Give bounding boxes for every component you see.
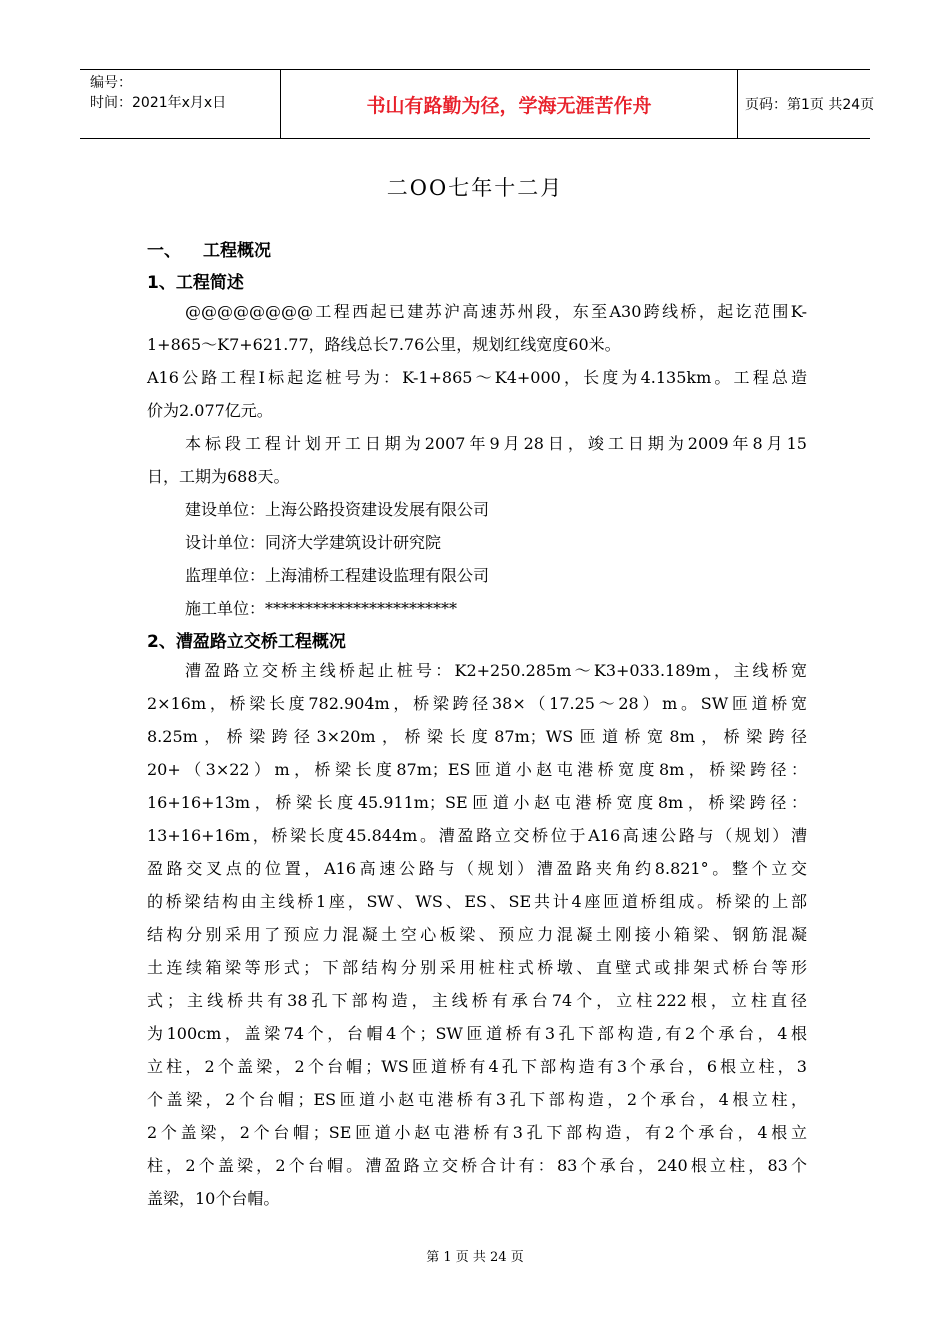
text-line: 结构分别采用了预应力混凝土空心板梁、预应力混凝土刚接小箱梁、钢筋混凝: [147, 925, 807, 944]
unit-line: 设计单位：同济大学建筑设计研究院: [185, 533, 442, 552]
section-number: 一、: [147, 241, 181, 261]
page-header: [80, 69, 875, 139]
text-line: 土连续箱梁等形式；下部结构分别采用桩柱式桥墩、直壁式或排架式桥台等形: [147, 958, 807, 977]
text-line: 本标段工程计划开工日期为2007年9月28日，竣工日期为2009年8月15: [185, 434, 807, 453]
unit-line: 建设单位：上海公路投资建设发展有限公司: [185, 500, 490, 519]
text-line: 的桥梁结构由主线桥1座，SW、WS、ES、SE共计4座匝道桥组成。桥梁的上部: [147, 892, 807, 911]
header-motto-cell: [280, 70, 738, 138]
text-line: 2×16m，桥梁长度782.904m，桥梁跨径38×（17.25～28）m。SW匝道桥宽: [147, 694, 807, 713]
motto-text: 书山有路勤为径，学海无涯苦作舟: [366, 94, 652, 117]
paragraph-bridge: [147, 654, 807, 1215]
text-line: 日，工期为688天。: [147, 467, 290, 486]
doc-number-label: 编号：: [90, 75, 132, 91]
text-line: 个盖梁，2个台帽；ES匝道小赵屯港桥有3孔下部构造，2个承台，4根立柱，: [147, 1090, 807, 1109]
unit-line: 施工单位：************************: [185, 599, 458, 618]
subsection-heading-1: 1、工程简述: [147, 273, 244, 293]
subsection-heading-2: 2、漕盈路立交桥工程概况: [147, 632, 346, 652]
section-heading: [147, 236, 271, 261]
text-line: 1+865～K7+621.77，路线总长7.76公里，规划红线宽度60米。: [147, 335, 621, 354]
text-line: 20+（3×22）m，桥梁长度87m；ES匝道小赵屯港桥宽度8m，桥梁跨径：: [147, 760, 807, 779]
text-line: 为100cm，盖梁74个，台帽4个；SW匝道桥有3孔下部构造,有2个承台，4根: [147, 1024, 807, 1043]
page-indicator: 页码：第1页 共24页: [745, 97, 875, 113]
text-line: 漕盈路立交桥主线桥起止桩号：K2+250.285m～K3+033.189m，主线桥宽: [185, 661, 807, 680]
text-line: 式；主线桥共有38孔下部构造，主线桥有承台74个，立柱222根，立柱直径: [147, 991, 807, 1010]
text-line: 2个盖梁，2个台帽；SE匝道小赵屯港桥有3孔下部构造，有2个承台，4根立: [147, 1123, 807, 1142]
text-line: 盈路交叉点的位置，A16高速公路与（规划）漕盈路夹角约8.821°。整个立交: [147, 859, 807, 878]
paragraph-overview: [147, 295, 807, 625]
text-line: 盖梁，10个台帽。: [147, 1189, 280, 1208]
unit-line: 监理单位：上海浦桥工程建设监理有限公司: [185, 566, 490, 585]
header-meta: [80, 70, 280, 138]
text-line: 8.25m，桥梁跨径3×20m，桥梁长度87m；WS匝道桥宽8m，桥梁跨径: [147, 727, 807, 746]
text-line: 柱，2个盖梁，2个台帽。漕盈路立交桥合计有：83个承台，240根立柱，83个: [147, 1156, 807, 1175]
text-line: A16公路工程Ⅰ标起迄桩号为：K-1+865～K4+000，长度为4.135km。工程总造: [147, 368, 807, 387]
header-page-cell: [737, 70, 878, 138]
doc-time-label: 时间：2021年x月x日: [90, 95, 227, 111]
text-line: @@@@@@@@工程西起已建苏沪高速苏州段，东至A30跨线桥，起讫范围K-: [185, 302, 807, 321]
text-line: 立柱，2个盖梁，2个台帽；WS匝道桥有4孔下部构造有3个承台，6根立柱，3: [147, 1057, 807, 1076]
section-title: 工程概况: [203, 241, 271, 261]
text-line: 16+16+13m，桥梁长度45.911m；SE匝道小赵屯港桥宽度8m，桥梁跨径：: [147, 793, 807, 812]
text-line: 13+16+16m，桥梁长度45.844m。漕盈路立交桥位于A16高速公路与（规划）漕: [147, 826, 807, 845]
page-footer: 第 1 页 共 24 页: [426, 1250, 524, 1265]
document-date: 二OO七年十二月: [386, 176, 564, 200]
text-line: 价为2.077亿元。: [147, 401, 273, 420]
